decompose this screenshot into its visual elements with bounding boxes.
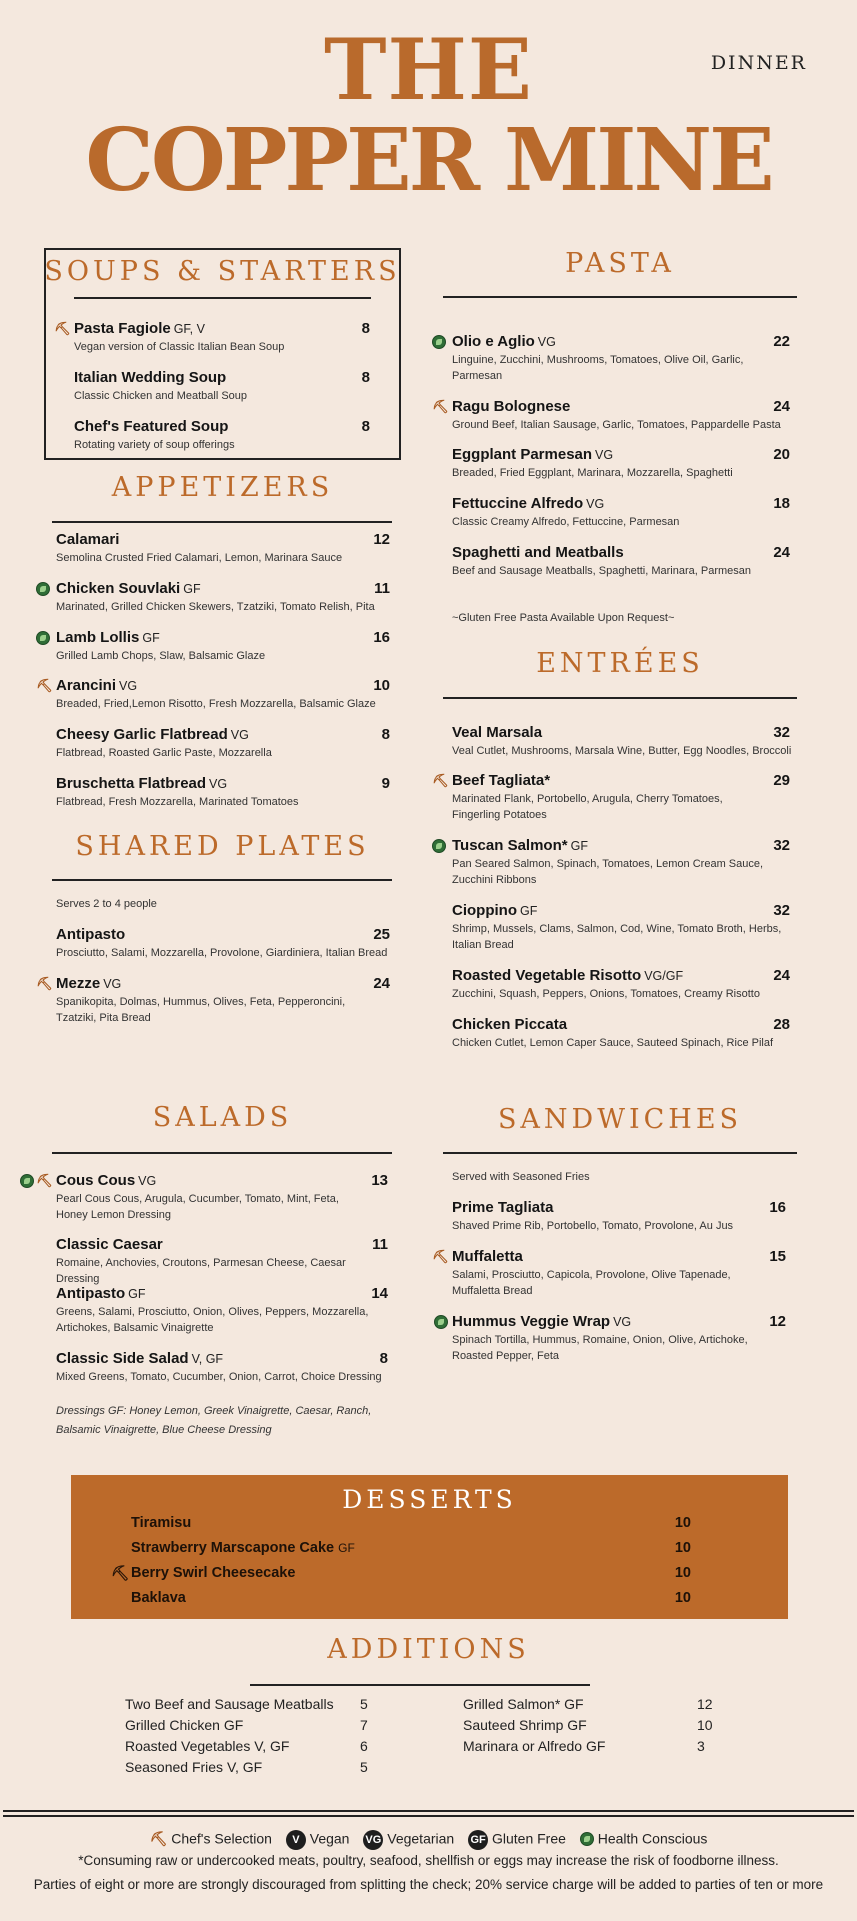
appetizer-calamari: Calamari 12 Semolina Crusted Fried Calamari, Lemon, Marinara Sauce: [56, 531, 390, 564]
addition-marinara-alfredo-price: 3: [697, 1738, 705, 1754]
entree-cioppino: Cioppino GF 32 Shrimp, Mussels, Clams, Salmon, Cod, Wine, Tomato Broth, Herbs, Italian Bread: [452, 902, 790, 951]
addition-meatballs-price: 5: [360, 1696, 368, 1712]
addition-roasted-vegetables-price: 6: [360, 1738, 368, 1754]
pasta-rule: [443, 296, 797, 298]
sandwich-prime-tagliata: Prime Tagliata 16 Shaved Prime Rib, Portobello, Tomato, Provolone, Au Jus: [452, 1199, 786, 1232]
appetizer-cheesy-garlic-flatbread: Cheesy Garlic Flatbread VG 8 Flatbread, Roasted Garlic Paste, Mozzarella: [56, 726, 390, 759]
pasta-note: ~Gluten Free Pasta Available Upon Request~: [452, 612, 675, 624]
salad-cous-cous: ⛏ Cous Cous VG 13 Pearl Cous Cous, Arugula, Cucumber, Tomato, Mint, Feta, Honey Lemon Dressing: [56, 1172, 390, 1224]
addition-sauteed-shrimp: Sauteed Shrimp GF: [463, 1717, 587, 1733]
addition-sauteed-shrimp-price: 10: [697, 1717, 713, 1733]
desserts-title: DESSERTS: [342, 1485, 517, 1514]
legend-health: Health Conscious: [597, 1830, 708, 1847]
legend-chef: Chef's Selection: [171, 1830, 272, 1847]
salads-rule: [52, 1152, 392, 1154]
salad-antipasto: Antipasto GF 14 Greens, Salami, Prosciutto, Onion, Olives, Peppers, Mozzarella, Artichokes, Balsamic Vinaigrette: [56, 1285, 388, 1334]
legend-vegetarian: Vegetarian: [387, 1830, 455, 1847]
pickaxe-icon: ⛏: [36, 976, 53, 991]
sandwiches-rule: [443, 1152, 797, 1154]
salad-classic-caesar: Classic Caesar 11 Romaine, Anchovies, Croutons, Parmesan Cheese, Caesar Dressing: [56, 1236, 388, 1285]
entrees-rule: [443, 697, 797, 699]
shared-note: Serves 2 to 4 people: [56, 898, 157, 910]
leaf-icon: [580, 1833, 594, 1849]
pickaxe-icon: ⛏: [36, 678, 53, 693]
appetizer-lamb-lollis: Lamb Lollis GF 16 Grilled Lamb Chops, Slaw, Balsamic Glaze: [56, 629, 390, 665]
sandwich-muffaletta: ⛏ Muffaletta 15 Salami, Prosciutto, Capicola, Provolone, Olive Tapenade, Muffaletta Bread: [432, 1248, 786, 1297]
pickaxe-icon: ⛏: [432, 399, 449, 414]
gluten-free-badge-icon: GF: [468, 1830, 488, 1850]
pickaxe-icon: ⛏: [432, 1249, 449, 1264]
shared-mezze: ⛏ Mezze VG 24 Spanikopita, Dolmas, Hummus, Olives, Feta, Pepperoncini, Tzatziki, Pita Bread: [36, 975, 390, 1024]
salad-dressings: Dressings GF: Honey Lemon, Greek Vinaigrette, Caesar, Ranch, Balsamic Vinaigrette, Blue Cheese Dressing: [56, 1405, 372, 1436]
pasta-eggplant-parmesan: Eggplant Parmesan VG 20 Breaded, Fried Eggplant, Marinara, Mozzarella, Spaghetti: [452, 446, 790, 479]
addition-grilled-salmon: Grilled Salmon* GF: [463, 1696, 584, 1712]
dessert-tiramisu: Tiramisu 10: [131, 1515, 691, 1531]
soup-item-pasta-fagiole: ⛏ Pasta Fagiole GF, V 8 Vegan version of Classic Italian Bean Soup: [54, 320, 370, 353]
addition-grilled-chicken: Grilled Chicken GF: [125, 1717, 244, 1733]
entrees-title: ENTRÉES: [536, 648, 704, 679]
desserts-panel: [71, 1475, 788, 1619]
logo-copper-mine: COPPER MINE: [85, 110, 772, 211]
legend-gluten-free: Gluten Free: [491, 1830, 566, 1847]
legend-vegan: Vegan: [309, 1830, 350, 1847]
legend: [0, 1830, 857, 1850]
leaf-icon: [20, 1174, 34, 1191]
additions-rule: [250, 1684, 590, 1686]
footer-rule-bottom: [3, 1815, 854, 1817]
pickaxe-icon: ⛏: [149, 1830, 168, 1847]
vegetarian-badge-icon: VG: [363, 1830, 383, 1850]
foodborne-warning: *Consuming raw or undercooked meats, poultry, seafood, shellfish or eggs may increase the risk of foodborne illness.: [78, 1853, 779, 1868]
addition-grilled-salmon-price: 12: [697, 1696, 713, 1712]
shared-rule: [52, 879, 392, 881]
addition-marinara-alfredo: Marinara or Alfredo GF: [463, 1738, 606, 1754]
appetizer-arancini: ⛏ Arancini VG 10 Breaded, Fried,Lemon Risotto, Fresh Mozzarella, Balsamic Glaze: [36, 677, 390, 710]
pickaxe-icon: ⛏: [54, 321, 71, 336]
appetizer-chicken-souvlaki: Chicken Souvlaki GF 11 Marinated, Grilled Chicken Skewers, Tzatziki, Tomato Relish, Pita: [56, 580, 390, 616]
addition-roasted-vegetables: Roasted Vegetables V, GF: [125, 1738, 290, 1754]
party-policy: Parties of eight or more are strongly discouraged from splitting the check; 20% service charge will be added to parties of ten or more: [33, 1877, 824, 1892]
addition-grilled-chicken-price: 7: [360, 1717, 368, 1733]
soups-title: SOUPS & STARTERS: [44, 256, 401, 287]
dessert-strawberry-cake: Strawberry Marscapone Cake GF 10: [131, 1540, 691, 1556]
soup-item-wedding: Italian Wedding Soup 8 Classic Chicken and Meatball Soup: [74, 369, 370, 402]
entree-beef-tagliata: ⛏ Beef Tagliata* 29 Marinated Flank, Portobello, Arugula, Cherry Tomatoes, Fingerling Potatoes: [432, 772, 790, 821]
leaf-icon: [36, 582, 50, 599]
shared-title: SHARED PLATES: [75, 831, 370, 862]
sandwiches-title: SANDWICHES: [497, 1104, 743, 1135]
addition-meatballs: Two Beef and Sausage Meatballs: [125, 1696, 334, 1712]
entree-chicken-piccata: Chicken Piccata 28 Chicken Cutlet, Lemon Caper Sauce, Sauteed Spinach, Rice Pilaf: [452, 1016, 790, 1049]
pickaxe-icon: ⛏: [432, 773, 449, 788]
salads-title: SALADS: [152, 1102, 293, 1133]
sandwiches-note: Served with Seasoned Fries: [452, 1171, 590, 1183]
pickaxe-icon: ⛏: [36, 1173, 53, 1188]
pasta-spaghetti-meatballs: Spaghetti and Meatballs 24 Beef and Sausage Meatballs, Spaghetti, Marinara, Parmesan: [452, 544, 790, 577]
soup-item-featured: Chef's Featured Soup 8 Rotating variety of soup offerings: [74, 418, 370, 451]
leaf-icon: [432, 335, 446, 352]
appetizers-rule: [52, 521, 392, 523]
leaf-icon: [36, 631, 50, 648]
vegan-badge-icon: V: [286, 1830, 306, 1850]
menu-label: DINNER: [710, 52, 807, 74]
pasta-fettuccine-alfredo: Fettuccine Alfredo VG 18 Classic Creamy Alfredo, Fettuccine, Parmesan: [452, 495, 790, 528]
addition-seasoned-fries-price: 5: [360, 1759, 368, 1775]
sandwich-hummus-veggie-wrap: Hummus Veggie Wrap VG 12 Spinach Tortilla, Hummus, Romaine, Onion, Olive, Artichoke, Roasted Pepper, Feta: [452, 1313, 786, 1365]
entree-veal-marsala: Veal Marsala 32 Veal Cutlet, Mushrooms, Marsala Wine, Butter, Egg Noodles, Broccoli: [452, 724, 792, 757]
pickaxe-icon: ⛏: [111, 1566, 130, 1582]
shared-antipasto: Antipasto 25 Prosciutto, Salami, Mozzarella, Provolone, Giardiniera, Italian Bread: [56, 926, 390, 959]
pasta-ragu-bolognese: ⛏ Ragu Bolognese 24 Ground Beef, Italian Sausage, Garlic, Tomatoes, Pappardelle Pasta: [432, 398, 790, 431]
footer-rule-top: [3, 1810, 854, 1812]
appetizers-title: APPETIZERS: [111, 472, 334, 503]
addition-seasoned-fries: Seasoned Fries V, GF: [125, 1759, 263, 1775]
additions-title: ADDITIONS: [327, 1634, 530, 1665]
salad-classic-side: Classic Side Salad V, GF 8 Mixed Greens, Tomato, Cucumber, Onion, Carrot, Choice Dressing: [56, 1350, 388, 1383]
entree-tuscan-salmon: Tuscan Salmon* GF 32 Pan Seared Salmon, Spinach, Tomatoes, Lemon Cream Sauce, Zucchini Ribbons: [452, 837, 797, 889]
appetizer-bruschetta-flatbread: Bruschetta Flatbread VG 9 Flatbread, Fresh Mozzarella, Marinated Tomatoes: [56, 775, 390, 808]
logo-the: THE: [324, 20, 533, 119]
pasta-title: PASTA: [565, 248, 675, 279]
dessert-berry-cheesecake: ⛏ Berry Swirl Cheesecake 10: [111, 1565, 691, 1582]
soups-rule: [74, 297, 371, 299]
entree-vegetable-risotto: Roasted Vegetable Risotto VG/GF 24 Zucchini, Squash, Peppers, Onions, Tomatoes, Creamy Risotto: [452, 967, 790, 1000]
leaf-icon: [434, 1315, 448, 1332]
leaf-icon: [432, 839, 446, 856]
pasta-olio-e-aglio: Olio e Aglio VG 22 Linguine, Zucchini, Mushrooms, Tomatoes, Olive Oil, Garlic, Parmesan: [452, 333, 792, 385]
dessert-baklava: Baklava 10: [131, 1590, 691, 1606]
